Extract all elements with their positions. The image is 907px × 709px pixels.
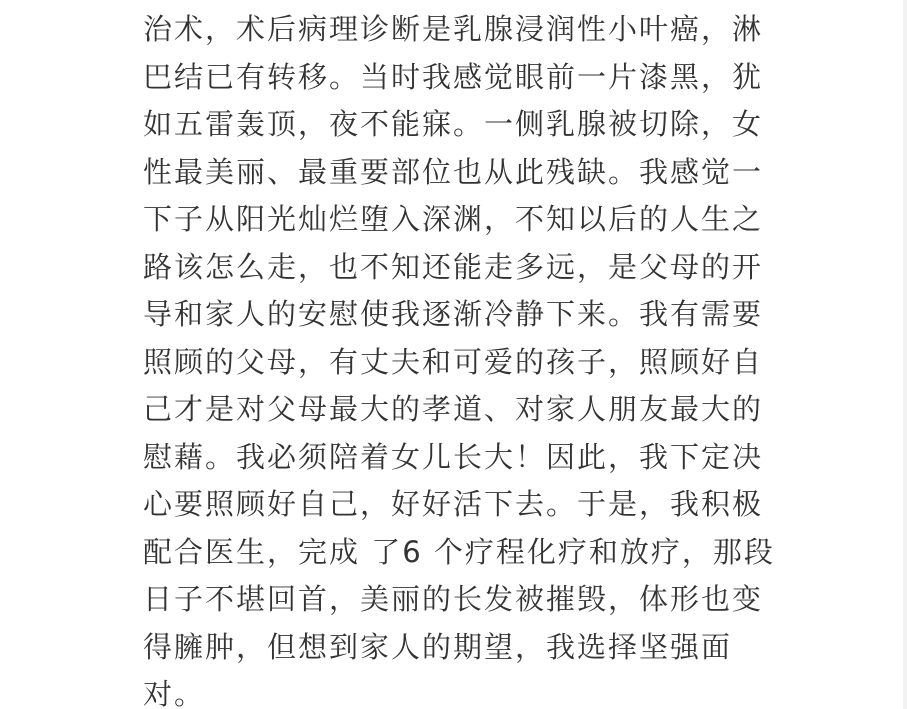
- text-line: 巴结已有转移。当时我感觉眼前一片漆黑，犹: [143, 59, 764, 94]
- text-line: 路该怎么走，也不知还能走多远，是父母的开: [143, 249, 764, 284]
- text-line: 如五雷轰顶，夜不能寐。一侧乳腺被切除，女: [143, 107, 764, 141]
- text-line: 治术，术后病理诊断是乳腺浸润性小叶癌，淋: [143, 12, 764, 46]
- text-line: 得臃肿，但想到家人的期望，我选择坚强面: [143, 629, 733, 664]
- text-line: 配合医生，完成 了6 个疗程化疗和放疗，那段: [143, 534, 775, 569]
- scroll-edge: [903, 0, 907, 709]
- text-line: 下子从阳光灿烂堕入深渊，不知以后的人生之: [143, 202, 764, 236]
- text-line: 性最美丽、最重要部位也从此残缺。我感觉一: [143, 154, 764, 189]
- text-line: 慰藉。我必须陪着女儿长大！因此，我下定决: [143, 439, 764, 474]
- text-line: 导和家人的安慰使我逐渐冷静下来。我有需要: [143, 297, 764, 331]
- text-line: 日子不堪回首，美丽的长发被摧毁，体形也变: [143, 582, 764, 616]
- text-line: 心要照顾好自己，好好活下去。于是，我积极: [143, 487, 764, 521]
- text-line: 照顾的父母，有丈夫和可爱的孩子，照顾好自: [143, 344, 764, 379]
- text-line: 对。: [143, 677, 206, 709]
- text-line: 己才是对父母最大的孝道、对家人朋友最大的: [143, 392, 764, 426]
- article-text: [143, 0, 783, 709]
